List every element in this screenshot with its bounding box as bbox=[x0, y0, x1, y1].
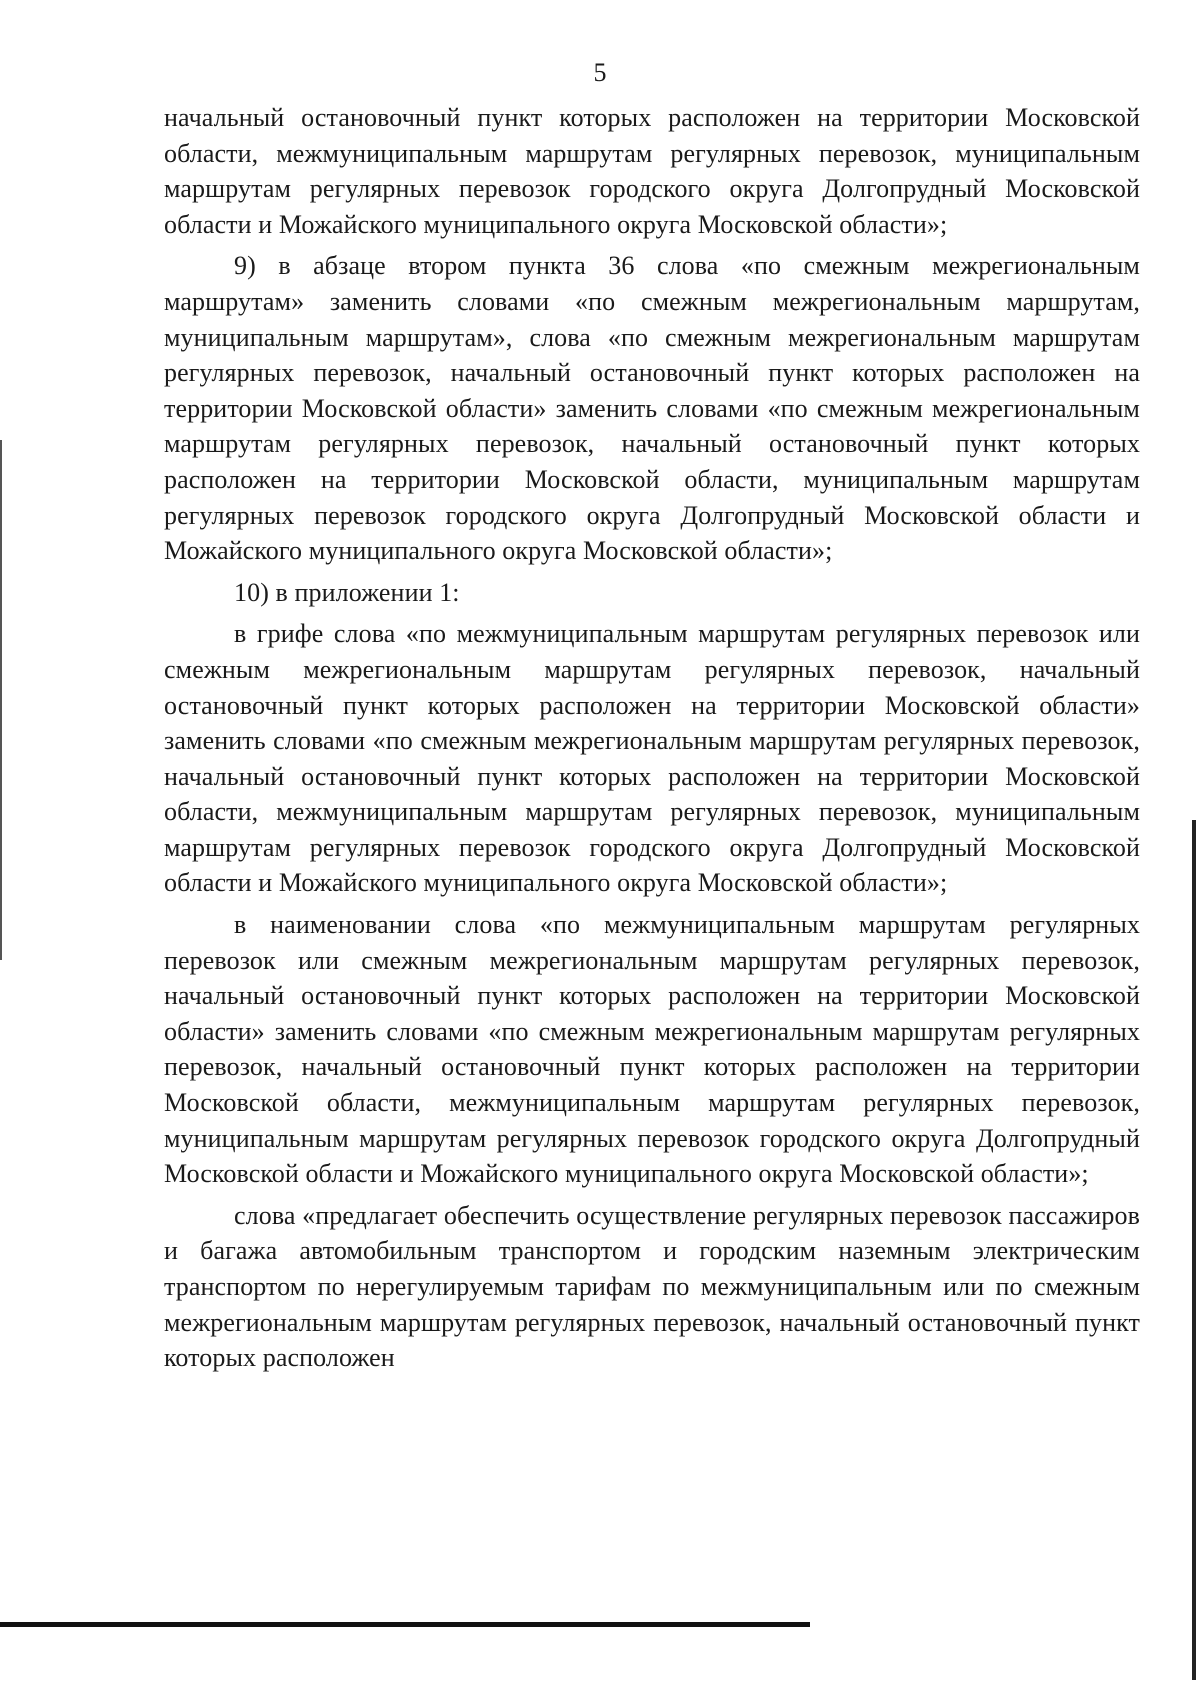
paragraph-slova: слова «предлагает обеспечить осуществление регулярных перевозок пассажиров и багажа автомобильным транспортом и городским наземным электрическим транспортом по нерегулируемым тарифам по межмуниципальным или по смежным межрегиональным маршрутам регулярных перевозок, начальный остановочный пункт которых расположен bbox=[164, 1200, 1140, 1373]
paragraph-continuation: начальный остановочный пункт которых расположен на территории Московской области, межмуниципальным маршрутам регулярных перевозок, муниципальным маршрутам регулярных перевозок городского округа Долгопрудный Московской области и Можайского муниципального округа Московской области»; bbox=[164, 103, 1140, 239]
paragraph-naimenovanie: в наименовании слова «по межмуниципальным маршрутам регулярных перевозок или смежным межрегиональным маршрутам регулярных перевозок, начальный остановочный пункт которых расположен на территории Московской области» заменить словами «по смежным межрегиональным маршрутам регулярных перевозок, начальный остановочный пункт которых расположен на территории Московской области, межмуниципальным маршрутам регулярных перевозок, муниципальным маршрутам регулярных перевозок городского округа Долгопрудный Московской области и Можайского муниципального округа Московской области»; bbox=[164, 910, 1140, 1189]
page-number: 5 bbox=[593, 58, 607, 87]
paragraph-item-9: 9) в абзаце втором пункта 36 слова «по смежным межрегиональным маршрутам» заменить словами «по смежным межрегиональным маршрутам, муниципальным маршрутам», слова «по смежным межрегиональным маршрутам регулярных перевозок, начальный остановочный пункт которых расположен на территории Московской области» заменить словами «по смежным межрегиональным маршрутам регулярных перевозок, начальный остановочный пункт которых расположен на территории Московской области, муниципальным маршрутам регулярных перевозок городского округа Долгопрудный Московской области и Можайского муниципального округа Московской области»; bbox=[164, 251, 1140, 566]
document-body bbox=[164, 100, 1140, 1382]
paragraph-item-10: 10) в приложении 1: bbox=[234, 577, 460, 607]
scan-edge-left bbox=[0, 440, 2, 960]
scan-edge-right bbox=[1192, 820, 1196, 1680]
paragraph-grif: в грифе слова «по межмуниципальным маршрутам регулярных перевозок или смежным межрегиональным маршрутам регулярных перевозок, начальный остановочный пункт которых расположен на территории Московской области» заменить словами «по смежным межрегиональным маршрутам регулярных перевозок, начальный остановочный пункт которых расположен на территории Московской области, межмуниципальным маршрутам регулярных перевозок, муниципальным маршрутам регулярных перевозок городского округа Долгопрудный Московской области и Можайского муниципального округа Московской области»; bbox=[164, 619, 1140, 898]
scan-bottom-line bbox=[0, 1622, 810, 1627]
